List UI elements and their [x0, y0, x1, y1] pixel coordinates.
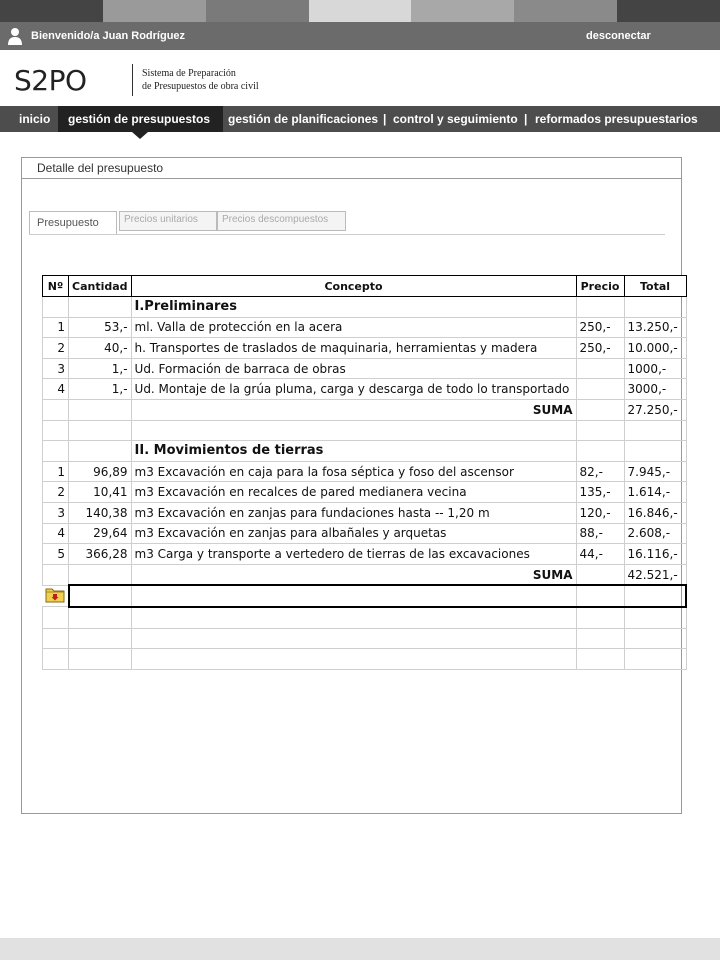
nav-active-arrow-icon — [132, 132, 148, 139]
top-color-strip — [0, 0, 720, 22]
brand-bar — [0, 50, 720, 106]
table-row[interactable] — [43, 317, 687, 338]
cell-precio: 135,- — [576, 482, 624, 503]
cell-total: 10.000,- — [624, 338, 686, 359]
nav-separator: | — [524, 112, 528, 126]
cell-concepto: m3 Excavación en zanjas para albañales y arquetas — [131, 523, 576, 544]
empty-row — [43, 420, 687, 441]
welcome-prefix: Bienvenido/a — [31, 30, 100, 42]
tab-precios-descompuestos[interactable]: Precios descompuestos — [217, 211, 346, 231]
cell-total: 2.608,- — [624, 523, 686, 544]
table-row[interactable] — [43, 461, 687, 482]
cell-total: 13.250,- — [624, 317, 686, 338]
cell-precio: 250,- — [576, 338, 624, 359]
cell-total: 1.614,- — [624, 482, 686, 503]
cell-n: 4 — [43, 523, 69, 544]
cell-precio — [576, 358, 624, 379]
cell-cantidad: 10,41 — [69, 482, 132, 503]
cell-precio: 82,- — [576, 461, 624, 482]
col-header-total: Total — [624, 276, 686, 297]
cell-cantidad: 366,28 — [69, 544, 132, 565]
tagline-line-1: Sistema de Preparación — [142, 68, 236, 79]
cell-n: 2 — [43, 482, 69, 503]
cell-cantidad: 96,89 — [69, 461, 132, 482]
cell-n: 1 — [43, 317, 69, 338]
cell-n: 4 — [43, 379, 69, 400]
cell-precio: 44,- — [576, 544, 624, 565]
footer-bar — [0, 938, 720, 960]
cell-precio: 120,- — [576, 502, 624, 523]
col-header-concepto: Concepto — [131, 276, 576, 297]
table-row[interactable] — [43, 482, 687, 503]
suma-label: SUMA — [131, 399, 576, 420]
panel-header — [22, 158, 681, 179]
nav-inicio[interactable]: inicio — [19, 112, 51, 126]
cell-total: 16.846,- — [624, 502, 686, 523]
section-title: II. Movimientos de tierras — [131, 441, 576, 462]
strip-segment — [309, 0, 412, 22]
nav-separator: | — [383, 112, 387, 126]
suma-label: SUMA — [131, 564, 576, 585]
nav-reformados-presupuestarios[interactable]: reformados presupuestarios — [535, 112, 698, 126]
cell-cantidad: 29,64 — [69, 523, 132, 544]
new-entry-row[interactable] — [43, 585, 687, 607]
new-precio-cell[interactable] — [576, 585, 624, 607]
col-header-cantidad: Cantidad — [69, 276, 132, 297]
cell-cantidad: 40,- — [69, 338, 132, 359]
new-concepto-cell[interactable] — [131, 585, 576, 607]
cell-total: 16.116,- — [624, 544, 686, 565]
new-total-cell[interactable] — [624, 585, 686, 607]
col-header-precio: Precio — [576, 276, 624, 297]
table-row[interactable] — [43, 523, 687, 544]
table-row[interactable] — [43, 358, 687, 379]
suma-total: 42.521,- — [624, 564, 686, 585]
folder-add-icon[interactable] — [45, 586, 65, 603]
strip-segment — [514, 0, 617, 22]
strip-segment — [617, 0, 720, 22]
cell-cantidad: 53,- — [69, 317, 132, 338]
suma-total: 27.250,- — [624, 399, 686, 420]
new-cantidad-cell[interactable] — [69, 585, 132, 607]
suma-row — [43, 564, 687, 585]
cell-concepto: m3 Excavación en recalces de pared medianera vecina — [131, 482, 576, 503]
app-logo: S2PO — [14, 64, 87, 97]
tab-precios-unitarios[interactable]: Precios unitarios — [119, 211, 217, 231]
tagline-line-2: de Presupuestos de obra civil — [142, 81, 259, 92]
cell-total: 1000,- — [624, 358, 686, 379]
table-row[interactable] — [43, 502, 687, 523]
cell-concepto: Ud. Formación de barraca de obras — [131, 358, 576, 379]
panel-title: Detalle del presupuesto — [37, 161, 164, 175]
cell-n: 3 — [43, 358, 69, 379]
table-header-row — [43, 276, 687, 297]
section-title: I.Preliminares — [131, 297, 576, 318]
cell-total: 7.945,- — [624, 461, 686, 482]
cell-cantidad: 1,- — [69, 379, 132, 400]
logout-link[interactable]: desconectar — [586, 30, 651, 42]
cell-n: 3 — [43, 502, 69, 523]
cell-concepto: Ud. Montaje de la grúa pluma, carga y descarga de todo lo transportado — [131, 379, 576, 400]
table-row[interactable] — [43, 338, 687, 359]
user-name: Juan Rodríguez — [102, 30, 186, 42]
cell-concepto: ml. Valla de protección en la acera — [131, 317, 576, 338]
cell-cantidad: 140,38 — [69, 502, 132, 523]
table-row[interactable] — [43, 544, 687, 565]
budget-table — [42, 275, 687, 670]
user-icon — [8, 27, 22, 45]
strip-segment — [206, 0, 309, 22]
cell-precio — [576, 379, 624, 400]
strip-segment — [0, 0, 103, 22]
logo-divider — [132, 64, 133, 96]
nav-gestion-presupuestos[interactable]: gestión de presupuestos — [68, 112, 211, 126]
tab-presupuesto[interactable]: Presupuesto — [29, 211, 117, 235]
cell-n: 5 — [43, 544, 69, 565]
empty-row — [43, 649, 687, 670]
empty-row — [43, 607, 687, 628]
welcome-text — [31, 30, 185, 42]
nav-gestion-planificaciones[interactable]: gestión de planificaciones — [228, 112, 379, 126]
strip-segment — [411, 0, 514, 22]
cell-total: 3000,- — [624, 379, 686, 400]
cell-cantidad: 1,- — [69, 358, 132, 379]
user-bar — [0, 22, 720, 50]
cell-concepto: h. Transportes de traslados de maquinaria, herramientas y madera — [131, 338, 576, 359]
nav-control-seguimiento[interactable]: control y seguimiento — [393, 112, 518, 126]
tab-body-divider — [29, 234, 665, 235]
section-title-row — [43, 441, 687, 462]
empty-row — [43, 628, 687, 649]
strip-segment — [103, 0, 206, 22]
section-title-row — [43, 297, 687, 318]
suma-row — [43, 399, 687, 420]
cell-n: 1 — [43, 461, 69, 482]
table-body — [43, 297, 687, 670]
cell-concepto: m3 Carga y transporte a vertedero de tierras de las excavaciones — [131, 544, 576, 565]
table-row[interactable] — [43, 379, 687, 400]
cell-precio: 250,- — [576, 317, 624, 338]
cell-precio: 88,- — [576, 523, 624, 544]
cell-n: 2 — [43, 338, 69, 359]
col-header-n: Nº — [43, 276, 69, 297]
cell-concepto: m3 Excavación en zanjas para fundaciones hasta -- 1,20 m — [131, 502, 576, 523]
app-tagline — [142, 67, 259, 93]
cell-concepto: m3 Excavación en caja para la fosa séptica y foso del ascensor — [131, 461, 576, 482]
